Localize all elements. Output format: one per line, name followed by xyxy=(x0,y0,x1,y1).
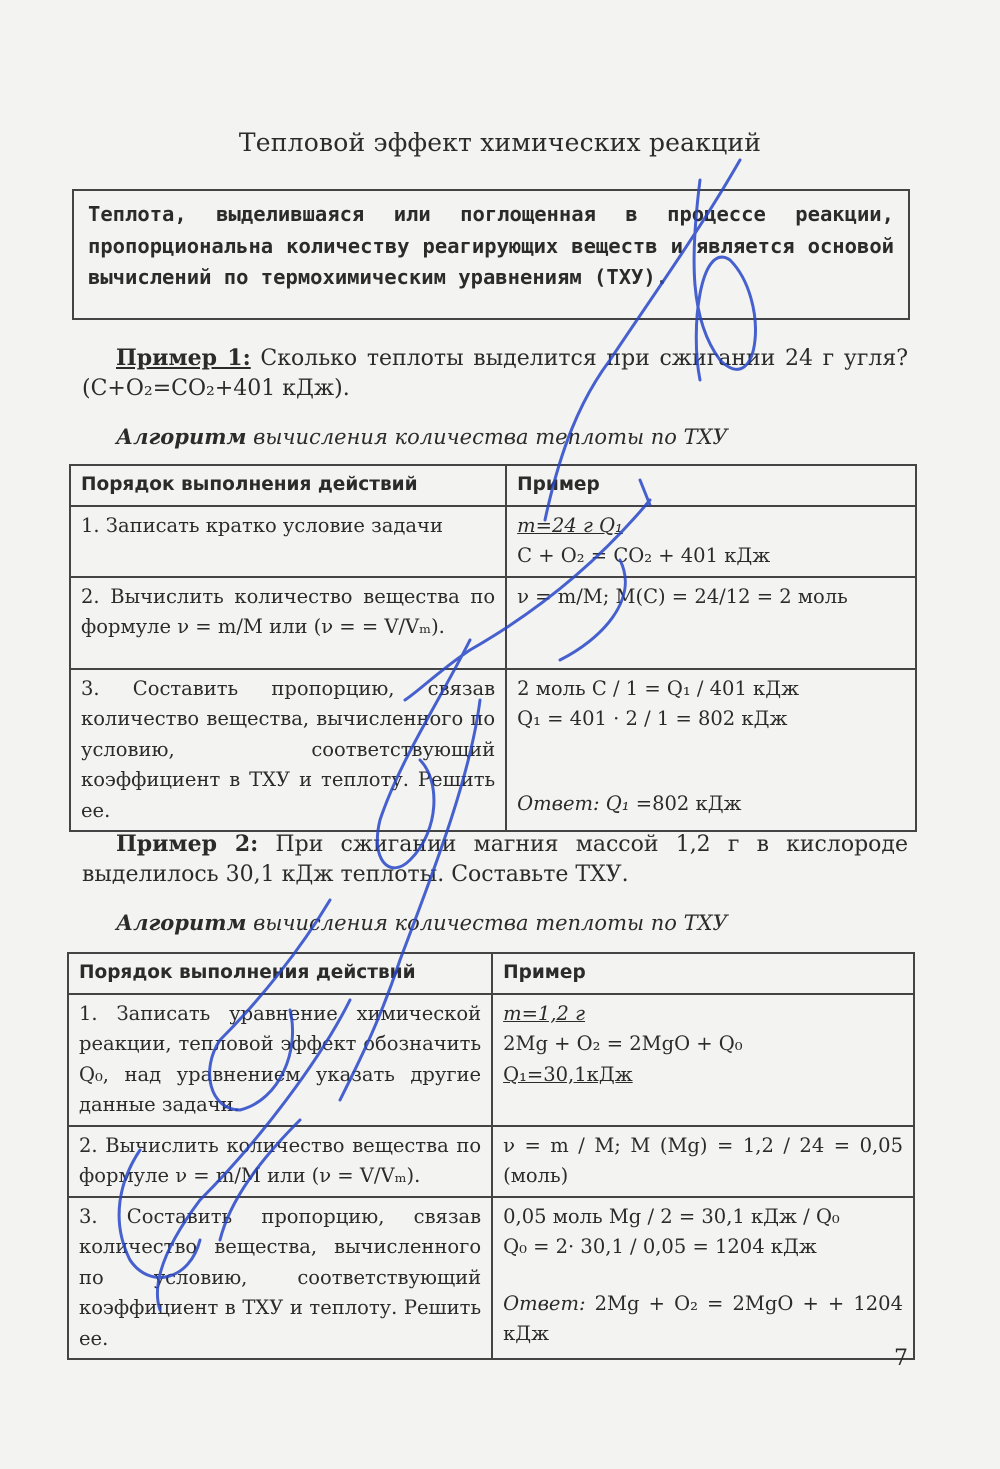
page-title: Тепловой эффект химических реакций xyxy=(238,128,762,157)
algorithm-heading-1 xyxy=(116,424,728,449)
step-cell: 1. Записать уравнение химической реакции, тепловой эффект обозначить Q₀, над уравнением указать другие данные задачи. xyxy=(68,994,492,1126)
example-1-question: Сколько теплоты выделится при сжигании 24 г угля? (C+O₂=CO₂+401 кДж). xyxy=(82,346,908,401)
answer-label: Ответ: Q₁ xyxy=(517,791,630,815)
example-cell xyxy=(506,669,916,832)
rule-box: Теплота, выделившаяся или поглощенная в процессе реакции, пропорциональна количеству реагирующих веществ и является основой вычислений по термохимическим уравнениям (ТХУ). xyxy=(72,189,910,320)
table-header-row xyxy=(68,953,914,994)
table-row xyxy=(70,577,916,669)
header-steps: Порядок выполнения действий xyxy=(70,465,506,506)
algorithm-heading-rest: вычисления количества теплоты по ТХУ xyxy=(246,425,728,449)
example-cell: ν = m / M; M (Mg) = 1,2 / 24 = 0,05 (моль) xyxy=(492,1126,914,1197)
proportion-line: 2 моль С / 1 = Q₁ / 401 кДж xyxy=(517,676,800,700)
result-line: Q₁ = 401 · 2 / 1 = 802 кДж xyxy=(517,707,788,730)
step-cell: 3. Составить пропорцию, связав количество вещества, вычисленного по условию, соответствующий коэффициент в ТХУ и теплоту. Решить ее. xyxy=(70,669,506,832)
example-2-question: При сжигании магния массой 1,2 г в кислороде выделилось 30,1 кДж теплоты. Составьте ТХУ. xyxy=(82,832,908,887)
example-cell: ν = m/M; M(C) = 24/12 = 2 моль xyxy=(506,577,916,669)
algorithm-table-2 xyxy=(67,952,915,1360)
table-row xyxy=(70,669,916,832)
header-example: Пример xyxy=(492,953,914,994)
step-cell: 2. Вычислить количество вещества по формуле ν = m/M или (ν = = V/Vₘ). xyxy=(70,577,506,669)
example-2-text xyxy=(82,829,908,890)
equation-line: 2Mg + O₂ = 2MgO + Q₀ xyxy=(503,1032,743,1055)
header-example: Пример xyxy=(506,465,916,506)
result-line: Q₀ = 2· 30,1 / 0,05 = 1204 кДж xyxy=(503,1235,817,1258)
algorithm-heading-rest: вычисления количества теплоты по ТХУ xyxy=(246,911,728,935)
heat-line: Q₁=30,1кДж xyxy=(503,1062,633,1086)
step-cell: 2. Вычислить количество вещества по формуле ν = m/M или (ν = V/Vₘ). xyxy=(68,1126,492,1197)
header-steps: Порядок выполнения действий xyxy=(68,953,492,994)
algorithm-heading-bold: Алгоритм xyxy=(116,424,247,449)
example-cell xyxy=(492,994,914,1126)
answer-line xyxy=(503,1289,903,1350)
table-row xyxy=(68,994,914,1126)
algorithm-heading-2 xyxy=(116,910,728,935)
example-cell xyxy=(506,506,916,577)
equation-line: C + O₂ = CO₂ + 401 кДж xyxy=(517,544,771,567)
given-line: m=24 г Q₁ xyxy=(517,513,623,537)
answer-value: =802 кДж xyxy=(629,791,742,815)
step-cell: 3. Составить пропорцию, связав количество вещества, вычисленного по условию, соответствующий коэффициент в ТХУ и теплоту. Решить ее. xyxy=(68,1197,492,1360)
algorithm-table-1 xyxy=(69,464,917,832)
step-cell: 1. Записать кратко условие задачи xyxy=(70,506,506,577)
example-2-label: Пример 2: xyxy=(116,831,259,857)
example-1-label: Пример 1: xyxy=(116,345,251,371)
page-number: 7 xyxy=(894,1346,908,1371)
given-line: m=1,2 г xyxy=(503,1001,585,1025)
table-row xyxy=(70,506,916,577)
proportion-line: 0,05 моль Mg / 2 = 30,1 кДж / Q₀ xyxy=(503,1204,840,1228)
answer-line xyxy=(517,789,905,820)
example-1-text xyxy=(82,343,908,404)
algorithm-heading-bold: Алгоритм xyxy=(116,910,247,935)
table-header-row xyxy=(70,465,916,506)
table-row xyxy=(68,1126,914,1197)
table-row xyxy=(68,1197,914,1360)
example-cell xyxy=(492,1197,914,1360)
answer-label: Ответ: xyxy=(503,1291,586,1315)
answer-value: 2Mg + O₂ = 2MgO + + 1204 кДж xyxy=(503,1291,903,1345)
